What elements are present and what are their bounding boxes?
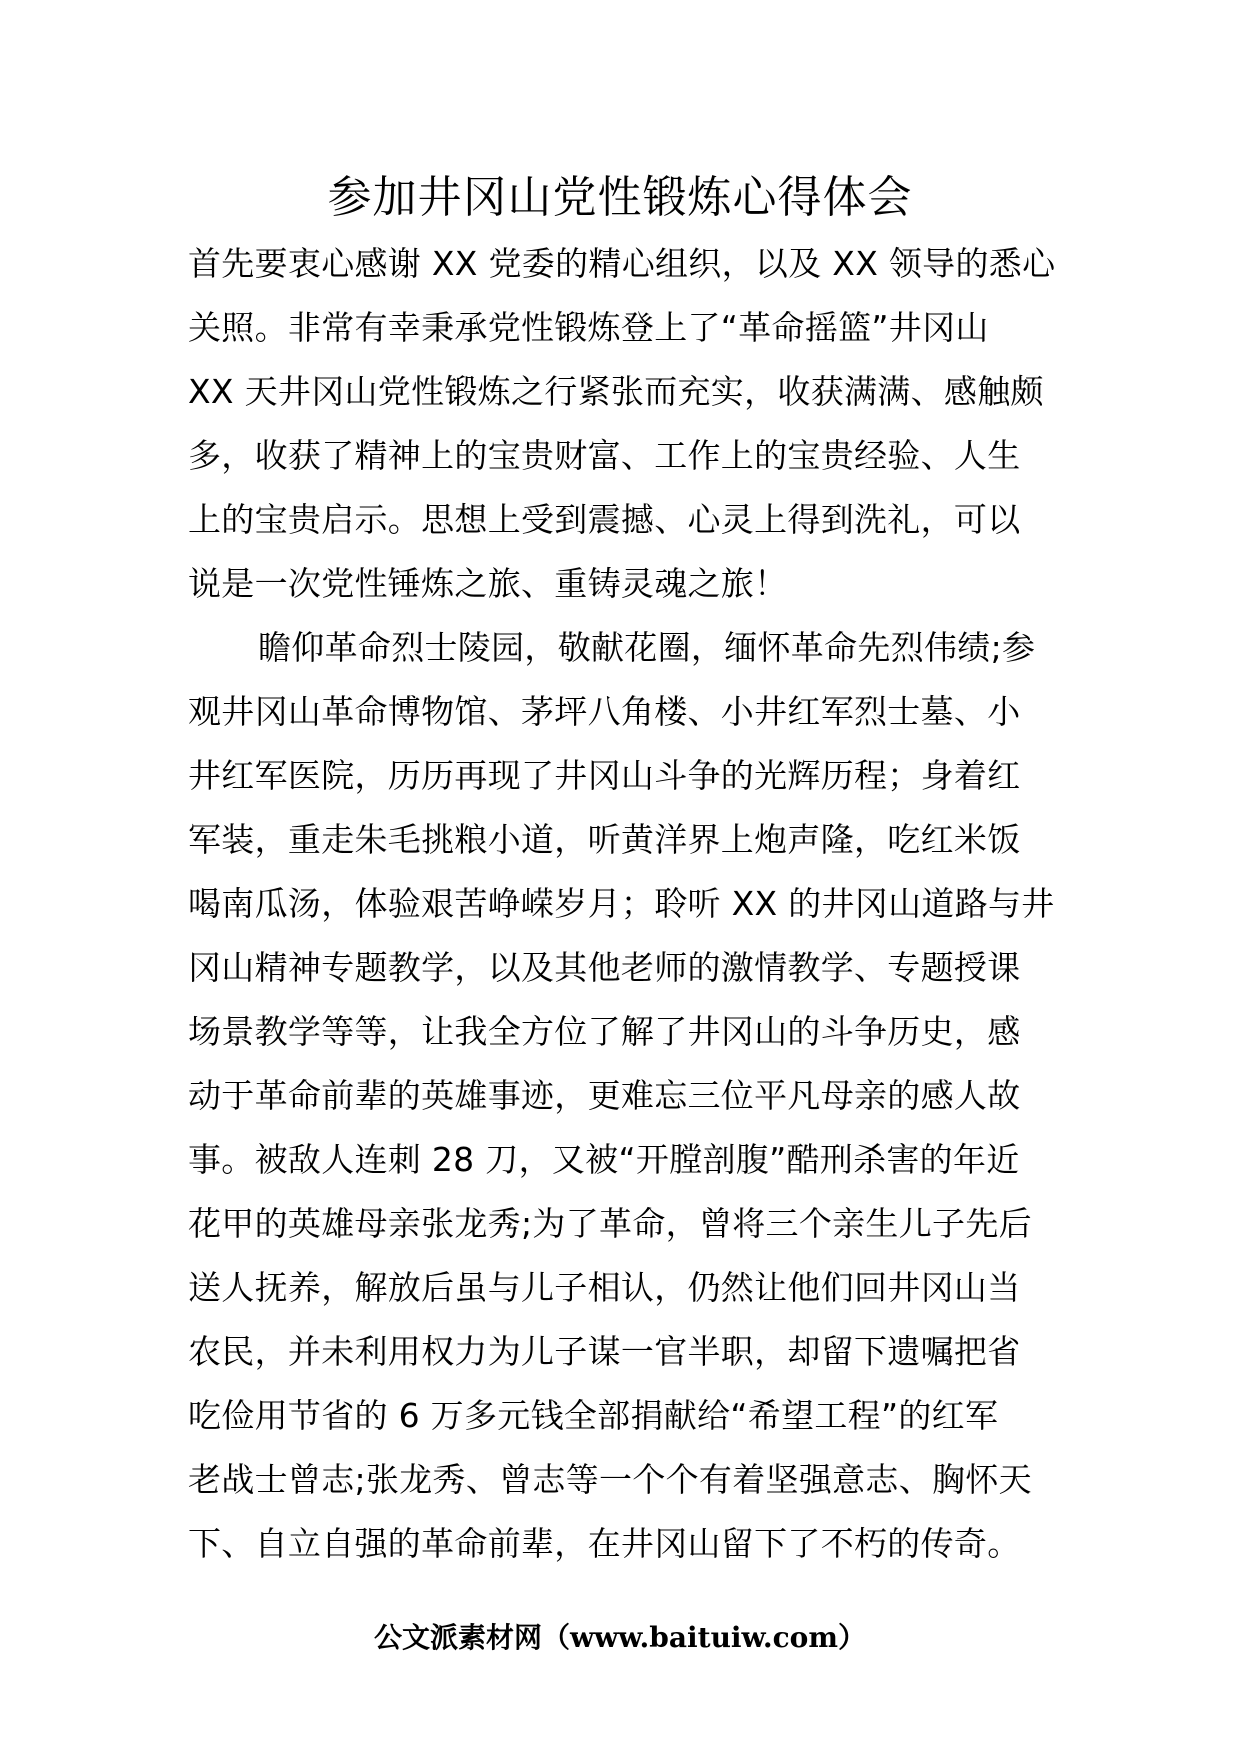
paragraph-line: 井红军医院，历历再现了井冈山斗争的光辉历程；身着红 [188, 756, 1021, 795]
paragraph-line: 事。被敌人连刺 28 刀，又被“开膛剖腹”酷刑杀害的年近 [188, 1140, 1020, 1179]
paragraph-line: 花甲的英雄母亲张龙秀;为了革命，曾将三个亲生儿子先后 [188, 1204, 1032, 1243]
paragraph-line: 多，收获了精神上的宝贵财富、工作上的宝贵经验、人生 [188, 436, 1021, 475]
paragraph-line: 军装，重走朱毛挑粮小道，听黄洋界上炮声隆，吃红米饭 [188, 820, 1021, 859]
paragraph-line: 吃俭用节省的 6 万多元钱全部捐献给“希望工程”的红军 [188, 1396, 999, 1435]
paragraph-line: 观井冈山革命博物馆、茅坪八角楼、小井红军烈士墓、小 [188, 692, 1021, 731]
paragraph-line: 上的宝贵启示。思想上受到震撼、心灵上得到洗礼，可以 [188, 500, 1021, 539]
paragraph-line: 送人抚养，解放后虽与儿子相认，仍然让他们回井冈山当 [188, 1268, 1021, 1307]
document-title: 参加井冈山党性锻炼心得体会 [327, 172, 913, 223]
paragraph-line: 瞻仰革命烈士陵园，敬献花圈，缅怀革命先烈伟绩;参 [258, 628, 1036, 667]
paragraph-line: 关照。非常有幸秉承党性锻炼登上了“革命摇篮”井冈山 [188, 308, 989, 347]
paragraph-line: 喝南瓜汤，体验艰苦峥嵘岁月；聆听 XX 的井冈山道路与井 [188, 884, 1055, 923]
paragraph-line: XX 天井冈山党性锻炼之行紧张而充实，收获满满、感触颇 [188, 372, 1044, 411]
paragraph-line: 下、自立自强的革命前辈，在井冈山留下了不朽的传奇。 [188, 1524, 1021, 1563]
paragraph-line: 首先要衷心感谢 XX 党委的精心组织，以及 XX 领导的悉心 [188, 244, 1056, 283]
paragraph-line: 说是一次党性锤炼之旅、重铸灵魂之旅！ [188, 564, 788, 603]
document-body [188, 232, 1056, 1576]
paragraph-line: 动于革命前辈的英雄事迹，更难忘三位平凡母亲的感人故 [188, 1076, 1021, 1115]
source-watermark: 公文派素材网（www.baituiw.com） [374, 1621, 866, 1654]
paragraph-line: 冈山精神专题教学，以及其他老师的激情教学、专题授课 [188, 948, 1021, 987]
paragraph-line: 场景教学等等，让我全方位了解了井冈山的斗争历史，感 [188, 1012, 1021, 1051]
paragraph-line: 农民，并未利用权力为儿子谋一官半职，却留下遗嘱把省 [188, 1332, 1021, 1371]
paragraph-line: 老战士曾志;张龙秀、曾志等一个个有着坚强意志、胸怀天 [188, 1460, 1032, 1499]
